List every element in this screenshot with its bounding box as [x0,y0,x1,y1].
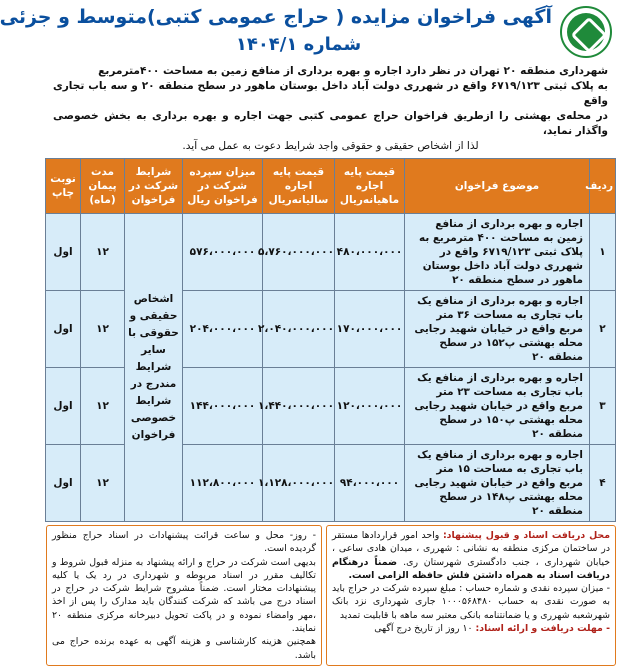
intro-line: در محله‌ی بهشتی را ازطریق فراخوان حراج عمومی کتبی جهت اجاره و بهره برداری به بخش خصوصی واگذار نماید، [53,110,608,137]
header [0,4,616,64]
header-deposit: میزان سپرده شرکت در فراخوان ریال [183,159,263,214]
row-yearly-price: ۱،۴۴۰،۰۰۰،۰۰۰ [263,368,335,445]
terms-text: بدیهی است شرکت در حراج و ارائه پیشنهاد به منزله قبول شروط و تکالیف مقرر در اسناد مربوطه و شهرداری در رد یک یا کلیه پیشنهادات مختار است. ضمناً مشروح شرایط شرکت در حراج در اسناد درج می باشد که شرکت کنندگان باید مدارک را پس از اخذ ،مهر وامضاء نموده و در پاکت تحویل دبیرخانه مرکزی منطقه ۲۰ نمایند. [52,556,316,635]
intro-line: به پلاک ثبتی ۶۷۱۹/۱۲۳ واقع در شهرری دولت آباد داخل بوستان ماهور در سطح منطقه ۲۰ و سه باب تجاری واقع [53,80,608,107]
header-conditions: شرایط شرکت در فراخوان [125,159,183,214]
conditions-cell: اشخاص حقیقی و حقوقی با سایر شرایط مندرج در شرایط خصوصی فراخوان [125,214,183,522]
intro-line: لذا از اشخاص حقیقی و حقوقی واجد شرایط دعوت به عمل می آید. [182,140,479,152]
row-term: ۱۲ [81,368,125,445]
municipality-logo [560,6,612,58]
deadline-label: - مهلت دریافت و ارائه اسناد: [475,623,610,635]
intro-paragraph [45,64,616,154]
costs-note: همچنین هزینه کارشناسی و هزینه آگهی به عهده برنده حراج می باشد. [52,636,316,661]
row-term: ۱۲ [81,291,125,368]
opening-info: - روز- محل و ساعت قرائت پیشنهادات در اسناد حراج منظور گردیده است. [52,530,316,555]
row-deposit: ۵۷۶،۰۰۰،۰۰۰ [183,214,263,291]
row-monthly-price: ۱۲۰،۰۰۰،۰۰۰ [335,368,405,445]
logo-emblem-icon [567,13,605,51]
documents-location-label: محل دریافت اسناد و قبول پیشنهاد: [442,530,610,541]
header-yearly-price: قیمت پایه اجاره سالیانه‌ریال [263,159,335,214]
page-title: آگهی فراخوان مزایده ( حراج عمومی کتبی)متوسط و جزئی [0,6,552,28]
notice-number: شماره ۱۴۰۴/۱ [235,34,362,55]
header-subject: موضوع فراخوان [405,159,590,214]
row-deposit: ۱۱۲،۸۰۰،۰۰۰ [183,445,263,522]
row-subject: اجاره و بهره برداری از منافع یک باب تجاری به مساحت ۲۳ متر مربع واقع در خیابان شهید رجایی محله بهشتی پ۱۵۰ در سطح منطقه ۲۰ [405,368,590,445]
footer-documents-box [326,525,616,666]
header-term: مدت پیمان (ماه) [81,159,125,214]
row-monthly-price: ۹۴،۰۰۰،۰۰۰ [335,445,405,522]
row-yearly-price: ۱،۱۲۸،۰۰۰،۰۰۰ [263,445,335,522]
deadline-info [332,622,610,635]
documents-location [332,529,610,582]
row-print-round: اول [46,368,81,445]
deposit-account-info: - میزان سپرده نقدی و شماره حساب : مبلغ سپرده شرکت در حراج باید به صورت نقدی به حساب ۱۰۰۰۵۶۸۴۸۰ جاری شهرداری نزد بانک شهرشعبه شهرری و یا ضمانتنامه بانکی معتبر سه ماهه با قابلیت تمدید [332,583,610,621]
row-deposit: ۲۰۴،۰۰۰،۰۰۰ [183,291,263,368]
header-row-number: ردیف [590,159,616,214]
row-term: ۱۲ [81,445,125,522]
row-subject: اجاره و بهره برداری از منافع زمین به مساحت ۴۰۰ مترمربع به پلاک ثبتی ۶۷۱۹/۱۲۳ واقع در شهرری دولت آباد داخل بوستان ماهور در سطح منطقه ۲۰ [405,214,590,291]
row-number: ۴ [590,445,616,522]
intro-line: شهرداری منطقه ۲۰ تهران در نظر دارد اجاره و بهره برداری از منافع زمین به مساحت ۴۰۰مترمربع [98,65,608,77]
row-subject: اجاره و بهره برداری از منافع یک باب تجاری به مساحت ۳۶ متر مربع واقع در خیابان شهید رجایی محله بهشتی پ۱۵۲ در سطح منطقه ۲۰ [405,291,590,368]
row-term: ۱۲ [81,214,125,291]
footer [46,525,616,666]
row-number: ۱ [590,214,616,291]
footer-terms-box [46,525,322,666]
auction-table [45,158,616,522]
row-yearly-price: ۲،۰۴۰،۰۰۰،۰۰۰ [263,291,335,368]
deadline-text: ۱۰ روز از تاریخ درج آگهی [374,623,476,635]
row-subject: اجاره و بهره برداری از منافع یک باب تجاری به مساحت ۱۵ متر مربع واقع در خیابان شهید رجایی محله بهشتی پ۱۴۸ در سطح منطقه ۲۰ [405,445,590,522]
row-number: ۳ [590,368,616,445]
header-print-round: نوبت چاپ [46,159,81,214]
row-number: ۲ [590,291,616,368]
row-yearly-price: ۵،۷۶۰،۰۰۰،۰۰۰ [263,214,335,291]
flash-drive-note: ضمناً درهنگام دریافت اسناد به همراه داشتن فلش حافظه الزامی است. [332,556,610,581]
row-print-round: اول [46,291,81,368]
row-monthly-price: ۱۷۰،۰۰۰،۰۰۰ [335,291,405,368]
row-deposit: ۱۴۴،۰۰۰،۰۰۰ [183,368,263,445]
documents-location-text: واحد امور قراردادها مستقر در ساختمان مرکزی منطقه به نشانی : شهرری ، میدان هادی ساعی ، خیابان شهرداری ، جنب دادگستری شهرستان ری. [332,530,610,568]
row-print-round: اول [46,445,81,522]
row-print-round: اول [46,214,81,291]
row-monthly-price: ۴۸۰،۰۰۰،۰۰۰ [335,214,405,291]
table-header-row [46,159,616,214]
header-monthly-price: قیمت پایه اجاره ماهیانه‌ریال [335,159,405,214]
table-row [46,214,616,291]
